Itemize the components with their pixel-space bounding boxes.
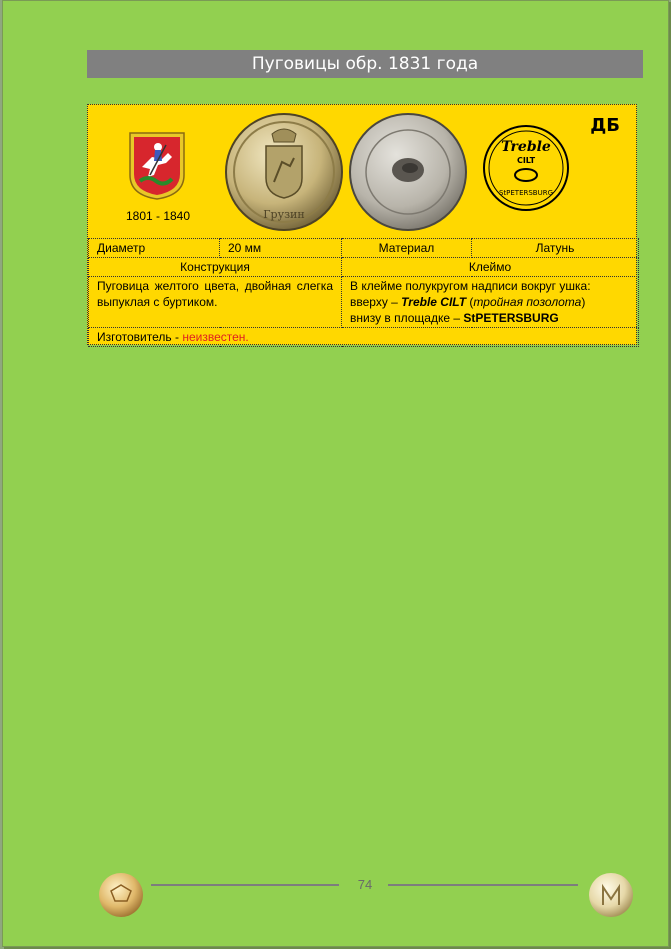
material-label: Материал [342,239,472,258]
footer-left-button-image [97,871,145,919]
mark-text-1: В клейме полукругом надписи вокруг ушка: вверху – [350,279,591,309]
diameter-label: Диаметр [89,239,220,258]
years-range: 1801 - 1840 [125,209,191,223]
mark-treble: Treble CILT [401,295,467,309]
mark-gilding: тройная позолота [473,295,582,309]
mark-city: StPETERSBURG [463,311,559,325]
stamp-middle-text: CILT [516,156,536,165]
diameter-value: 20 мм [220,239,342,258]
mark-paren-close: ) [581,295,586,309]
badge-db: ДБ [590,115,620,136]
footer-line-right [388,884,578,886]
button-front-image [224,112,344,232]
button-back-image [348,112,468,232]
mark-text-2: внизу в площадке – [350,311,464,325]
material-value: Латунь [472,239,639,258]
page-number: 74 [357,877,373,892]
page-title: Пуговицы обр. 1831 года [87,50,643,78]
coat-of-arms-image [128,131,186,201]
construction-header: Конструкция [89,258,342,277]
button-inscription: Грузин [263,208,305,221]
footer-line-left [151,884,339,886]
page [2,0,669,947]
mark-header: Клеймо [342,258,639,277]
images-row [88,105,636,238]
maker-label: Изготовитель - [97,330,183,344]
stamp-top-text: Treble [501,139,551,155]
button-card [87,104,637,345]
construction-text: Пуговица желтого цвета, двойная слегка выпуклая с буртиком. [89,277,342,328]
stamp-bottom-text: StPETERSBURG [498,189,554,197]
maker-value: неизвестен. [182,330,249,344]
footer-right-button-image [587,871,635,919]
spec-table [88,238,639,347]
mark-paren-open: ( [466,295,474,309]
maker-row [89,328,639,347]
mark-text [342,277,639,328]
stamp-drawing [481,123,571,213]
